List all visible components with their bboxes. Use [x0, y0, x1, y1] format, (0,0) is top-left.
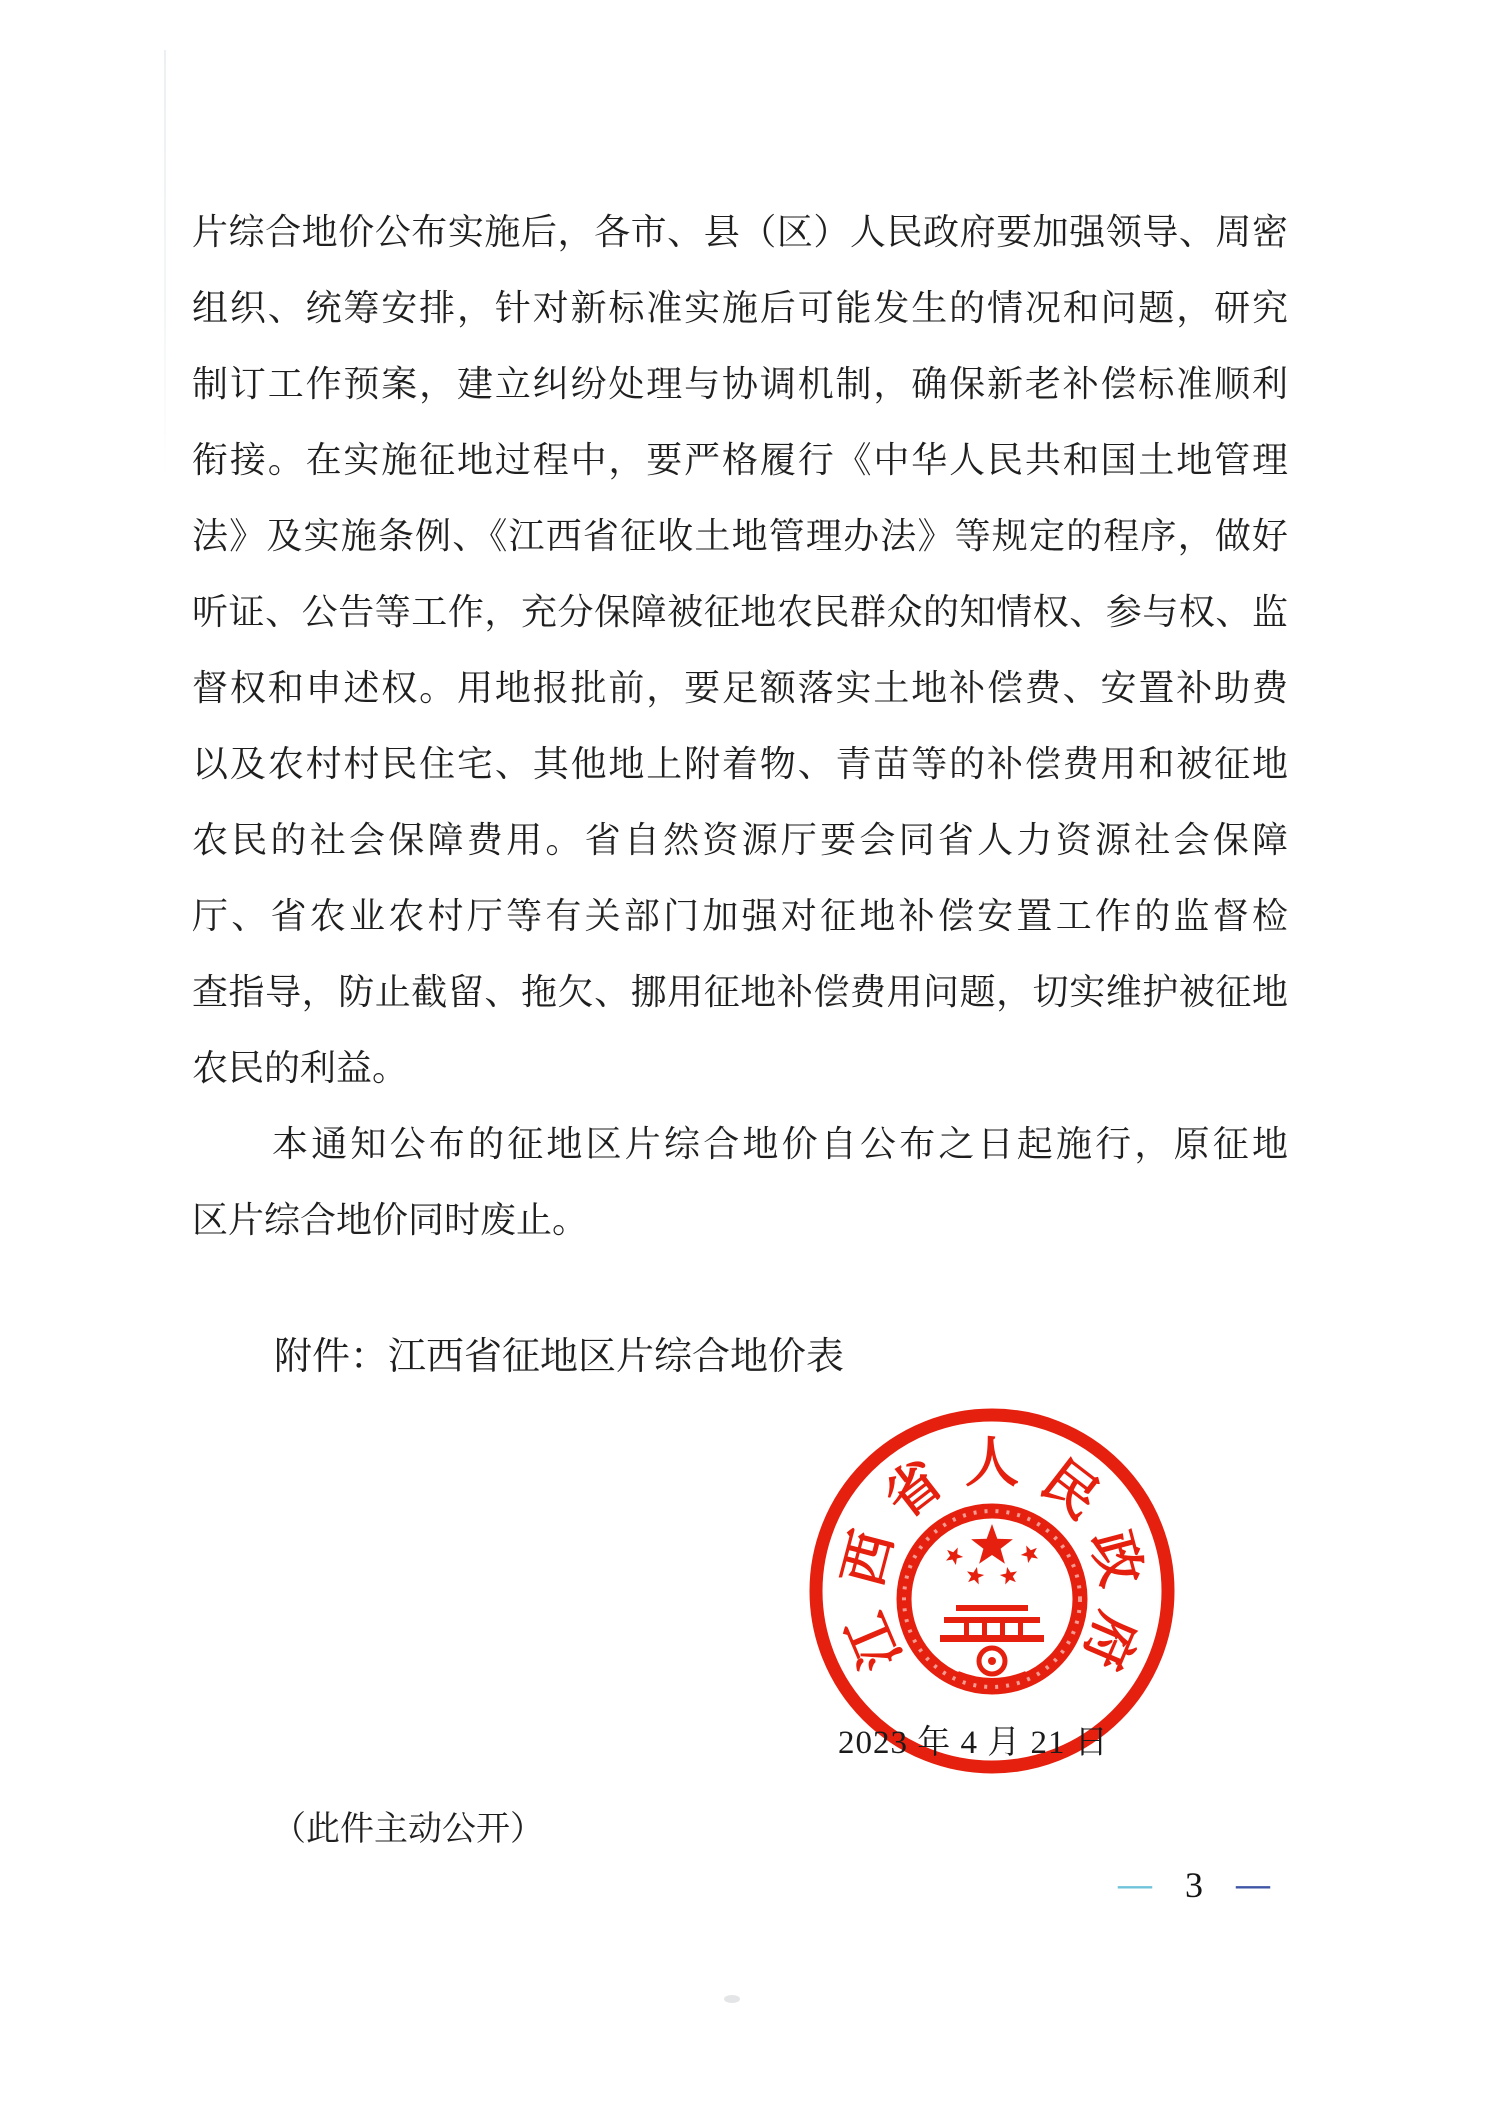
scan-smudge — [724, 1995, 740, 2003]
text-line: 农民的利益。 — [192, 1048, 409, 1088]
page-number-dash-icon: — — [1118, 1866, 1152, 1903]
text-line: 厅、省农业农村厅等有关部门加强对征地补偿安置工作的监督检 — [192, 896, 1288, 936]
seal-char: 民 — [1030, 1449, 1110, 1530]
text-line: 以及农村村民住宅、其他地上附着物、青苗等的补偿费用和被征地 — [192, 744, 1288, 784]
attachment-line: 附件：江西省征地区片综合地价表 — [274, 1336, 845, 1378]
star-icon — [971, 1524, 1013, 1564]
seal-char: 府 — [1071, 1604, 1148, 1678]
star-icon — [965, 1565, 986, 1585]
document-date: 2023 年 4 月 21 日 — [838, 1725, 1109, 1761]
text-line: 法》及实施条例、《江西省征收土地管理办法》等规定的程序，做好 — [192, 516, 1288, 556]
text-line: 制订工作预案，建立纠纷处理与协调机制，确保新老补偿标准顺利 — [192, 364, 1288, 404]
disclosure-note: （此件主动公开） — [272, 1811, 544, 1848]
text-line: 衔接。在实施征地过程中，要严格履行《中华人民共和国土地管理 — [192, 440, 1288, 480]
star-icon — [998, 1565, 1019, 1585]
text-line: 听证、公告等工作，充分保障被征地农民群众的知情权、参与权、监 — [192, 592, 1288, 632]
page-number-dash-icon: — — [1236, 1866, 1270, 1903]
star-icon — [943, 1544, 966, 1566]
scan-crease-line — [164, 50, 166, 480]
page-number: 3 — [1185, 1865, 1203, 1905]
page-footer — [1118, 1862, 1270, 1908]
gear-icon — [958, 1648, 1026, 1680]
text-line: 查指导，防止截留、拖欠、挪用征地补偿费用问题，切实维护被征地 — [192, 972, 1288, 1012]
national-emblem — [904, 1511, 1080, 1687]
seal-char: 省 — [874, 1449, 954, 1530]
seal-char: 人 — [965, 1433, 1019, 1493]
text-line: 农民的社会保障费用。省自然资源厅要会同省人力资源社会保障 — [192, 820, 1288, 860]
text-line: 区片综合地价同时废止。 — [192, 1200, 589, 1240]
seal-char: 政 — [1079, 1524, 1152, 1593]
seal-char: 西 — [832, 1524, 905, 1593]
star-icon — [1018, 1542, 1041, 1564]
tiananmen-gate-icon — [940, 1605, 1044, 1642]
text-line: 督权和申述权。用地报批前，要足额落实土地补偿费、安置补助费 — [192, 668, 1288, 708]
text-line: 组织、统筹安排，针对新标准实施后可能发生的情况和问题，研究 — [192, 288, 1288, 328]
seal-char: 江 — [836, 1604, 913, 1678]
text-line: 本通知公布的征地区片综合地价自公布之日起施行，原征地 — [272, 1124, 1288, 1164]
document-body-text — [192, 194, 1288, 1258]
text-line: 片综合地价公布实施后，各市、县（区）人民政府要加强领导、周密 — [192, 212, 1288, 252]
